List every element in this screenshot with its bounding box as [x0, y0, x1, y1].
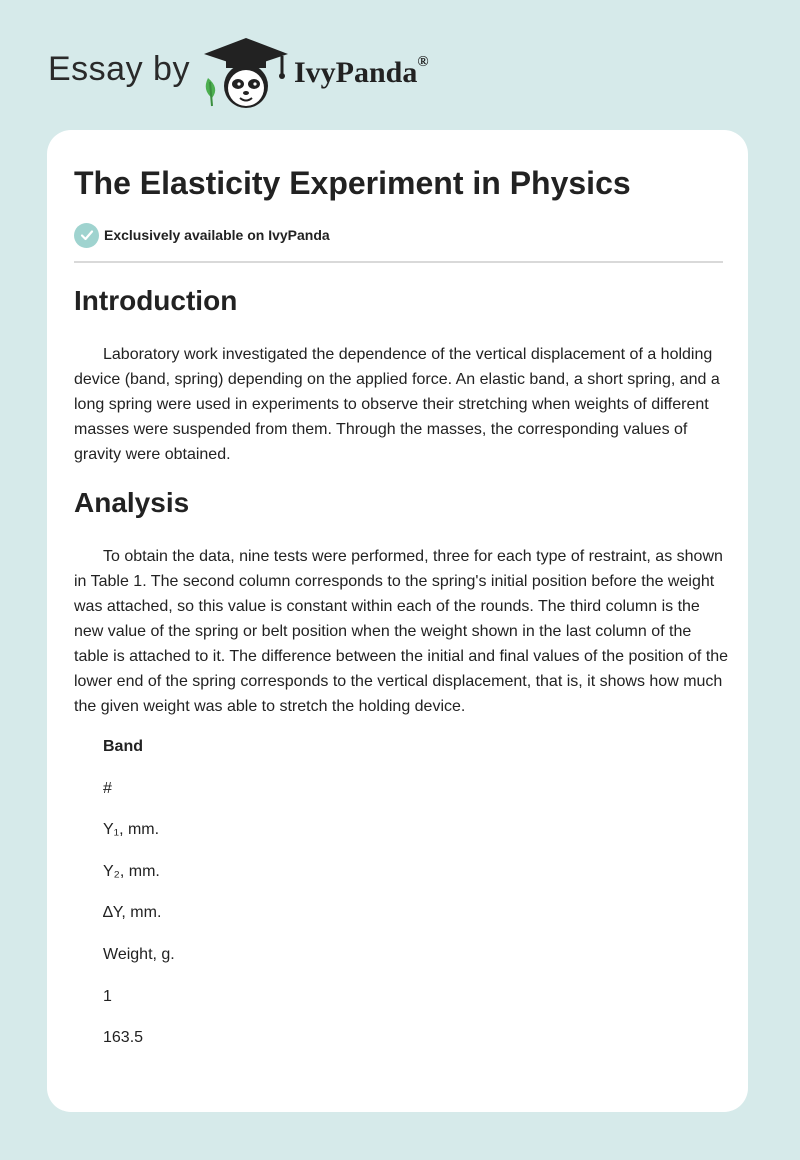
table-cell: 1	[103, 988, 112, 1005]
table-group-label: Band	[103, 738, 143, 755]
registered-mark: ®	[417, 54, 429, 70]
brand-name-text: IvyPanda	[294, 56, 418, 89]
table-header-cell: ∆Y, mm.	[103, 904, 162, 921]
table-header-cell: Y₁, mm.	[103, 821, 160, 838]
section-paragraph-analysis: To obtain the data, nine tests were performed, three for each type of restraint, as shown in Table 1. The second column corresponds to the spring's initial position before the weight was attached, so this value is constant within each of the rounds. The third column is the new value of the spring or belt position when the weight shown in the last column of the table is attached to it. The difference between the initial and final values of the position of the lower end of the spring corresponds to the vertical displacement, that is, it shows how much the given weight was able to stretch the holding device.	[74, 548, 729, 715]
brand-name[interactable]	[294, 56, 429, 90]
table-header-cell: Y₂, mm.	[103, 863, 160, 880]
table-header-cell: #	[103, 780, 112, 797]
article-card	[47, 130, 748, 1112]
section-heading-introduction: Introduction	[74, 285, 238, 316]
table-cell: 163.5	[103, 1029, 144, 1046]
panda-logo-icon[interactable]	[200, 34, 292, 110]
section-paragraph-introduction: Laboratory work investigated the dependence of the vertical displacement of a holding device (band, spring) depending on the applied force. An elastic band, a short spring, and a long spring were used in experiments to observe their stretching when weights of different masses were suspended from them. Through the masses, the corresponding values of gravity were obtained.	[74, 346, 720, 463]
badge-text: Exclusively available on IvyPanda	[104, 227, 330, 243]
check-icon	[74, 223, 99, 248]
section-heading-analysis: Analysis	[74, 487, 190, 518]
table-header-cell: Weight, g.	[103, 946, 175, 963]
brand-prefix: Essay by	[48, 50, 190, 88]
page-title: The Elasticity Experiment in Physics	[74, 165, 631, 201]
divider	[74, 261, 723, 263]
site-header	[0, 0, 800, 130]
exclusive-badge	[74, 222, 330, 248]
